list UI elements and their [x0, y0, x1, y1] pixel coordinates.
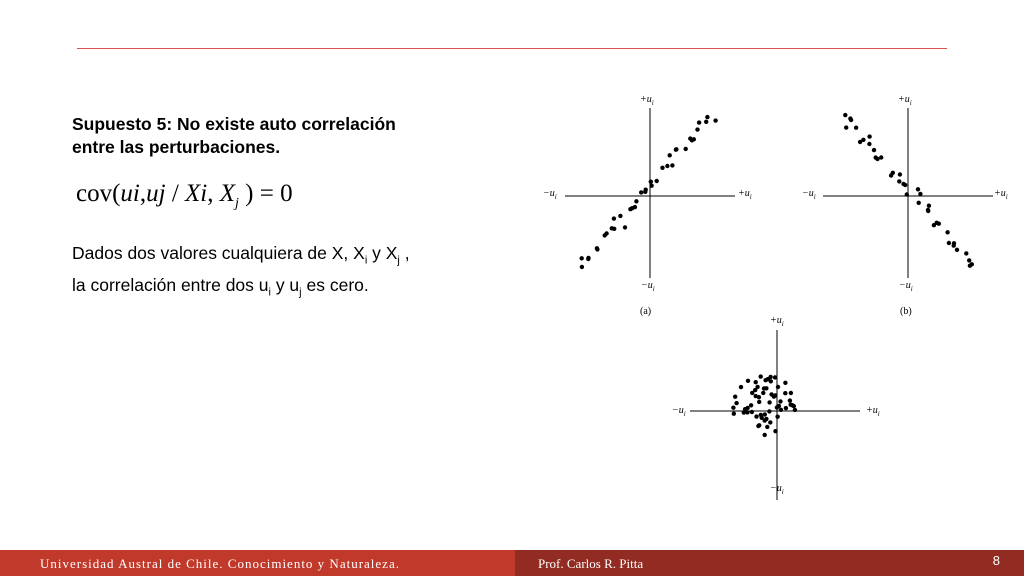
graph-c-point: [742, 410, 746, 414]
graph-a-point: [692, 137, 696, 141]
graph-a-neg-x-label: $-u_i$: [543, 188, 557, 201]
graph-b-pos-x-label: $+u_i$: [994, 188, 1008, 201]
graph-c-point: [779, 408, 783, 412]
graph-c-point: [759, 374, 763, 378]
graph-c-point: [754, 394, 758, 398]
formula-arg4: X: [219, 180, 236, 207]
graph-a-point: [649, 180, 653, 184]
graph-a-point: [643, 190, 647, 194]
graph-c-point: [764, 417, 768, 421]
graph-b-point: [903, 183, 907, 187]
graph-a-point: [623, 225, 627, 229]
graph-a-neg-y-label: $-u_i$: [641, 280, 655, 293]
graph-c-point: [734, 401, 738, 405]
covariance-formula: [76, 180, 293, 212]
graph-b-point: [897, 179, 901, 183]
graph-c-point: [783, 381, 787, 385]
graph-b-point: [952, 241, 956, 245]
graph-b-point: [927, 204, 931, 208]
graph-c-point: [757, 423, 761, 427]
graph-a-point: [639, 190, 643, 194]
title-line-2: entre las perturbaciones.: [72, 137, 281, 157]
graph-c-point: [777, 404, 781, 408]
graph-b-point: [964, 251, 968, 255]
desc-part2: y X: [367, 243, 398, 263]
graph-c-point: [759, 413, 763, 417]
footer-institution: Universidad Austral de Chile. Conocimiento y Naturaleza.: [40, 556, 400, 571]
desc-line2-part1: la correlación entre dos u: [72, 274, 269, 295]
graph-a-point: [695, 127, 699, 131]
footer-left-panel: [0, 550, 515, 576]
graph-c-point: [763, 433, 767, 437]
graph-c-svg: [685, 320, 865, 510]
top-divider: [77, 48, 947, 49]
graph-c-neg-y-label: $-u_i$: [770, 483, 784, 496]
graph-c-point: [763, 412, 767, 416]
graph-a-point: [705, 115, 709, 119]
graph-a-point: [697, 120, 701, 124]
graph-a-point: [655, 179, 659, 183]
footer-author: Prof. Carlos R. Pitta: [538, 556, 644, 571]
formula-arg3: Xi: [185, 180, 208, 207]
graph-a-point: [612, 227, 616, 231]
graph-b-point: [844, 125, 848, 129]
graph-c-point: [761, 391, 765, 395]
graph-c-scatter: [731, 374, 797, 437]
graph-a-point: [604, 231, 608, 235]
graph-c-point: [746, 379, 750, 383]
graph-b-point: [968, 264, 972, 268]
graph-a-point: [633, 205, 637, 209]
formula-arg4-sub: j: [235, 196, 239, 211]
graph-c-point: [775, 415, 779, 419]
graph-a-point: [704, 120, 708, 124]
desc-line2-part2: y u: [270, 274, 300, 295]
graph-a-point: [684, 147, 688, 151]
graph-b-point: [879, 155, 883, 159]
graph-a-point: [713, 118, 717, 122]
formula-slash: /: [165, 180, 186, 207]
graph-c-point: [739, 385, 743, 389]
graph-b-point: [867, 134, 871, 138]
graph-c-point: [793, 408, 797, 412]
graph-a-pos-y-label: $+u_i$: [640, 94, 654, 107]
graph-c-neg-x-label: $-u_i$: [672, 405, 686, 418]
graph-c-point: [783, 391, 787, 395]
graph-a-point: [660, 166, 664, 170]
graph-b-point: [854, 126, 858, 130]
graph-b-point: [898, 172, 902, 176]
graph-a-point: [665, 164, 669, 168]
graph-b-neg-y-label: $-u_i$: [899, 280, 913, 293]
graph-b-point: [867, 142, 871, 146]
graph-a-point: [595, 247, 599, 251]
graph-a-point: [618, 214, 622, 218]
graph-b-neg-x-label: $-u_i$: [802, 188, 816, 201]
desc-sub2: j: [397, 254, 400, 267]
graph-b-pos-y-label: $+u_i$: [898, 94, 912, 107]
graph-c-point: [768, 420, 772, 424]
formula-equals: = 0: [253, 180, 293, 207]
graph-c-pos-y-label: $+u_i$: [770, 315, 784, 328]
graph-c-point: [750, 410, 754, 414]
graph-a-point: [674, 148, 678, 152]
graph-c-point: [764, 386, 768, 390]
page-number: 8: [992, 553, 1000, 568]
graph-a-point: [668, 153, 672, 157]
graph-b-point: [926, 209, 930, 213]
graph-b-point: [889, 173, 893, 177]
slide-title: [72, 113, 502, 159]
formula-arg1: ui: [120, 180, 140, 207]
desc-line2-part3: es cero.: [301, 274, 369, 295]
graph-a-point: [634, 199, 638, 203]
desc-sub3: i: [268, 286, 271, 298]
graph-c-point: [754, 414, 758, 418]
description: [72, 241, 512, 304]
graph-a-point: [580, 256, 584, 260]
graph-c-point: [789, 391, 793, 395]
graph-c-point: [766, 377, 770, 381]
graph-c-point: [733, 395, 737, 399]
graph-c-pos-x-label: $+u_i$: [866, 405, 880, 418]
graph-b-point: [918, 192, 922, 196]
desc-part3: ,: [399, 243, 410, 263]
formula-arg2: uj: [146, 180, 166, 207]
graph-c-point: [749, 403, 753, 407]
graph-b-point: [843, 113, 847, 117]
graph-c-point: [776, 385, 780, 389]
graph-c-point: [773, 429, 777, 433]
graph-a-scatter: [580, 115, 718, 269]
title-line-1: Supuesto 5: No existe auto correlación: [72, 114, 396, 134]
graph-b-point: [967, 258, 971, 262]
graph-c-point: [750, 391, 754, 395]
graph-a-point: [649, 184, 653, 188]
graph-b-point: [932, 223, 936, 227]
desc-part1: Dados dos valores cualquiera de X, X: [72, 243, 365, 263]
graph-c-point: [788, 398, 792, 402]
formula-func: cov(: [76, 180, 121, 207]
formula-sep2: ,: [207, 180, 220, 207]
graph-b-point: [872, 148, 876, 152]
graph-b-point: [937, 222, 941, 226]
graph-a-caption: (a): [640, 306, 652, 317]
graph-a-pos-x-label: $+u_i$: [738, 188, 752, 201]
formula-sep1: ,: [139, 180, 147, 207]
graph-b-scatter: [843, 113, 974, 268]
graph-a-point: [612, 216, 616, 220]
graph-b-caption: (b): [900, 306, 912, 317]
graph-c-point: [778, 399, 782, 403]
formula-close: ): [238, 180, 254, 207]
graph-b-svg: [818, 90, 998, 305]
graph-a-point: [586, 257, 590, 261]
graph-c-point: [773, 375, 777, 379]
graph-c-point: [731, 406, 735, 410]
graph-c-point: [767, 409, 771, 413]
desc-sub4: j: [299, 286, 302, 298]
graph-c-point: [784, 406, 788, 410]
graph-c-point: [745, 406, 749, 410]
graph-a-point: [628, 207, 632, 211]
footer-bar: [0, 550, 1024, 576]
graph-b-point: [916, 187, 920, 191]
graph-b-point: [947, 241, 951, 245]
graph-b-point: [917, 201, 921, 205]
graph-c-point: [767, 400, 771, 404]
graph-a-svg: [560, 90, 740, 305]
graph-b-point: [858, 140, 862, 144]
graph-b-point: [849, 118, 853, 122]
desc-sub1: i: [364, 254, 368, 267]
graph-b-point: [955, 248, 959, 252]
graph-b-point: [905, 192, 909, 196]
graph-c-point: [757, 400, 761, 404]
graph-c-point: [754, 380, 758, 384]
graph-c-point: [773, 393, 777, 397]
graph-c-point: [792, 404, 796, 408]
graph-c-point: [765, 425, 769, 429]
graph-c-point: [732, 412, 736, 416]
graph-a-point: [670, 163, 674, 167]
graph-a-point: [580, 265, 584, 269]
graph-b-point: [945, 230, 949, 234]
